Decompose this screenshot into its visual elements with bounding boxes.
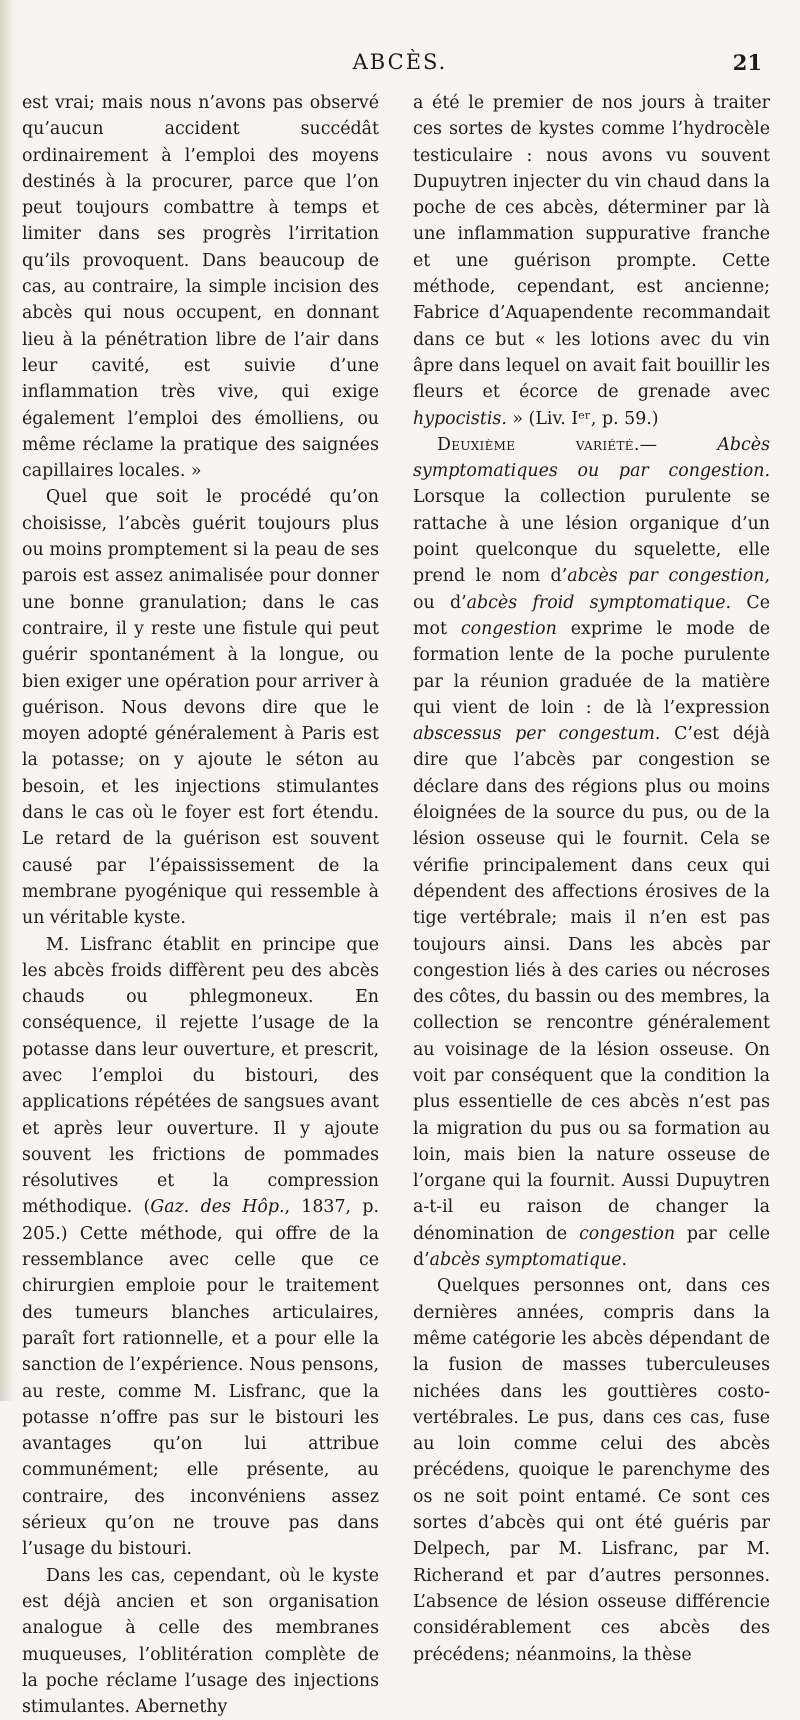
section-label: Deuxième variété. [437,434,640,455]
text-run: — [639,434,718,455]
paragraph [413,432,770,1274]
text-run: par celle d’ [413,1223,770,1271]
paragraph [413,90,770,432]
paragraph: Quel que soit le procédé qu’on choisisse, l’abcès guérit toujours plus ou moins promptement si la peau de ses parois est assez animalisée pour donner une bonne granulation; dans le cas contraire, il y reste une fistule qui peut guérir spontanément à la longue, ou bien exiger une opération pour arriver à guérison. Nous devons dire que le moyen adopté généralement à Paris est la potasse; on y ajoute le séton au besoin, et les injections stimulantes dans le cas où le foyer est fort étendu. Le retard de la guérison est souvent causé par l’épaississement de la membrane pyogénique qui ressemble à un véritable kyste. [22,487,379,929]
running-head-title: ABCÈS. [352,50,448,74]
citation: Gaz. des Hôp. [150,1197,285,1218]
left-column [22,90,379,1720]
section-title: Abcès symptomatiques ou par congestion. [413,434,770,482]
running-head [0,50,800,80]
emphasis: congestion [579,1223,676,1244]
text-run: exprime le mode de formation lente de la poche purulente par la réunion graduée de la matière qui vient de loin : de là l’expression [413,618,770,718]
right-column [413,90,770,1668]
text-run: M. Lisfranc établit en principe que les abcès froids diffèrent peu des abcès chauds ou phlegmoneux. En conséquence, il rejette l’usage de la potasse dans leur ouverture, et prescrit, avec l’emploi du bistouri, des applications répétées de sangsues avant et après leur ouverture. Il y ajoute souvent les frictions de pommades résolutives et la compression méthodique. ( [22,934,379,1218]
emphasis: congestion [460,618,557,639]
paragraph: est vrai; mais nous n’avons pas observé qu’aucun accident succédât ordinairement à l’emploi des moyens destinés à la procurer, parce que l’on peut toujours combattre à temps et limiter dans ses progrès l’irritation qu’ils provoquent. Dans beaucoup de cas, au contraire, la simple incision des abcès qui nous occupent, en donnant lieu à la pénétration libre de l’air dans leur cavité, est suivie d’une inflammation très vive, qui exige également l’emploi des émolliens, ou même réclame la pratique des saignées capillaires locales. » [22,93,379,482]
emphasis: abscessus per congestum [413,724,655,745]
paragraph: Dans les cas, cependant, où le kyste est déjà ancien et son organisation analogue à celle des membranes muqueuses, l’oblitération complète de la poche réclame l’usage des injections stimulantes. Abernethy [22,1565,379,1718]
text-run: . [621,1250,628,1271]
page-number: 21 [732,50,762,75]
emphasis: abcès symptomatique [429,1250,622,1271]
text-run: » (Liv. Iᵉʳ, p. 59.) [506,408,659,429]
page-gutter-shadow [0,0,14,1401]
emphasis: hypocistis. [413,408,507,429]
text-run: Lorsque la collection purulente se rattache à une lésion organique d’un point quelconque du squelette, elle prend le nom d’ [413,487,770,587]
text-run: . Ce mot [413,592,770,639]
text-run: , 1837, p. 205.) Cette méthode, qui offre de la ressemblance avec celle que ce chirurgien emploie pour le traitement des tumeurs blanches articulaires, paraît fort rationnelle, et a pour elle la sanction de l’expérience. Nous pensons, au reste, comme M. Lisfranc, que la potasse n’offre pas sur le bistouri les avantages qu’on lui attribue communément; elle présente, au contraire, des inconvéniens assez sérieux qu’on ne trouve pas dans l’usage du bistouri. [22,1197,379,1560]
emphasis: abcès froid symptomatique [466,592,726,613]
paragraph: Quelques personnes ont, dans ces dernières années, compris dans la même catégorie les abcès dépendant de la fusion de masses tuberculeuses nichées dans les gouttières costo-vertébrales. Le pus, dans ces cas, fuse au loin comme celui des abcès précédens, quoique le parenchyme des os ne soit point entamé. Ce sont ces sortes d’abcès qui ont été guéris par Delpech, par M. Lisfranc, par M. Richerand et par d’autres personnes. L’absence de lésion osseuse différencie considérablement ces abcès des précédens; néanmoins, la thèse [413,1276,770,1665]
text-run: , ou d’ [413,566,770,613]
text-run: a été le premier de nos jours à traiter ces sortes de kystes comme l’hydrocèle testiculaire : nous avons vu souvent Dupuytren injecter du vin chaud dans la poche de ces abcès, déterminer par là une inflammation suppurative franche et une guérison prompte. Cette méthode, cependant, est ancienne; Fabrice d’Aquapendente recommandait dans ce but « les lotions avec du vin âpre dans lequel on avait fait bouillir les fleurs et écorce de grenade avec [413,93,770,403]
paragraph [22,932,379,1563]
text-run: . C’est déjà dire que l’abcès par congestion se déclare dans des régions plus ou moins éloignées de la source du pus, ou de la lésion osseuse qui le fournit. Cela se vérifie principalement dans ceux qui dépendent des affections érosives de la tige vertébrale; mais il n’en est pas toujours ainsi. Dans les abcès par congestion liés à des caries ou nécroses des côtes, du bassin ou des membres, la collection se rencontre généralement au voisinage de la lésion osseuse. On voit par conséquent que la condition la plus essentielle de ces abcès n’est pas la migration du pus ou sa formation au loin, mais bien la nature osseuse de l’organe qui la fournit. Aussi Dupuytren a-t-il eu raison de changer la dénomination de [413,724,770,1244]
emphasis: abcès par congestion [567,566,765,587]
